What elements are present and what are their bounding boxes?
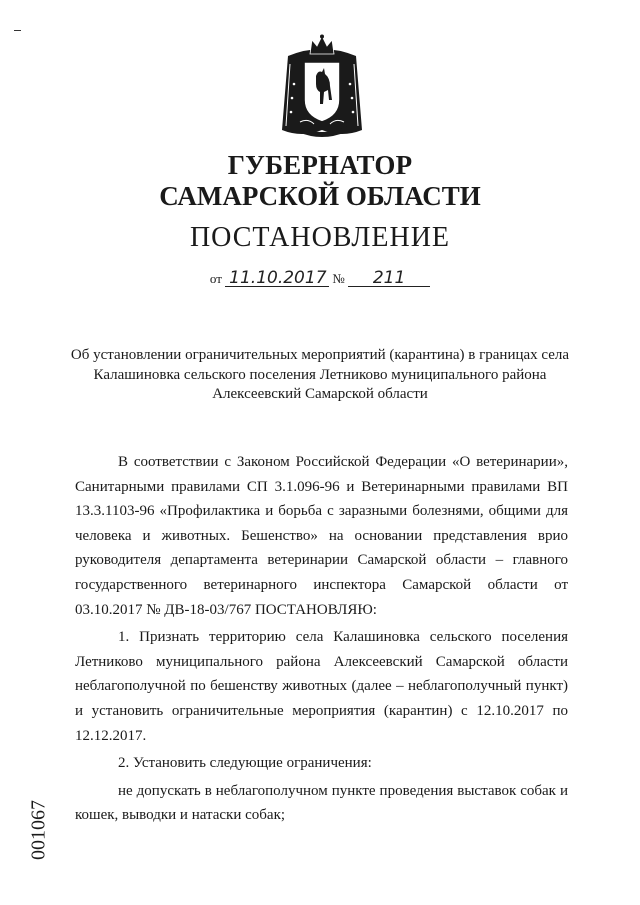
serial-number: 001067 <box>27 800 50 860</box>
number-label: № <box>332 271 345 286</box>
document-subject: Об установлении ограничительных мероприятий (карантина) в границах села Калашиновка сельского поселения Летниково муниципального района Алексеевский Самарской области <box>70 347 570 402</box>
document-date: 11.10.2017 <box>225 270 329 287</box>
serial-stamp <box>24 800 54 860</box>
scan-mark <box>14 30 21 31</box>
issuer-title: ГУБЕРНАТОР <box>227 150 413 180</box>
date-number-line <box>0 270 640 287</box>
preamble-paragraph: В соответствии с Законом Российской Федерации «О ветеринарии», Санитарными правилами СП 3.1.096-96 и Ветеринарными правилами ВП 13.3.1103-96 «Профилактика и борьба с заразными болезнями, общими для человека и животных. Бешенство» на основании представления врио руководителя департамента ветеринарии Самарской области – главного государственного ветеринарного инспектора Самарской области от 03.10.2017 № ДВ-18-03/767 ПОСТАНОВЛЯЮ: <box>75 454 568 618</box>
coat-of-arms-icon <box>280 34 364 140</box>
clause-2-item: не допускать в неблагополучном пункте проведения выставок собак и кошек, выводки и натаски собак; <box>75 782 568 824</box>
document-number: 211 <box>348 270 430 287</box>
issuer-region: САМАРСКОЙ ОБЛАСТИ <box>159 181 481 211</box>
document-type: ПОСТАНОВЛЕНИЕ <box>189 222 451 253</box>
clause-1: 1. Признать территорию села Калашиновка сельского поселения Летниково муниципального района Алексеевский Самарской области неблагополучной по бешенству животных (далее – неблагополучный пункт) и установить ограничительные мероприятия (карантин) с 12.10.2017 по 12.12.2017. <box>75 629 568 744</box>
clause-2: 2. Установить следующие ограничения: <box>118 755 372 772</box>
from-label: от <box>209 271 222 286</box>
document-body <box>75 450 568 828</box>
